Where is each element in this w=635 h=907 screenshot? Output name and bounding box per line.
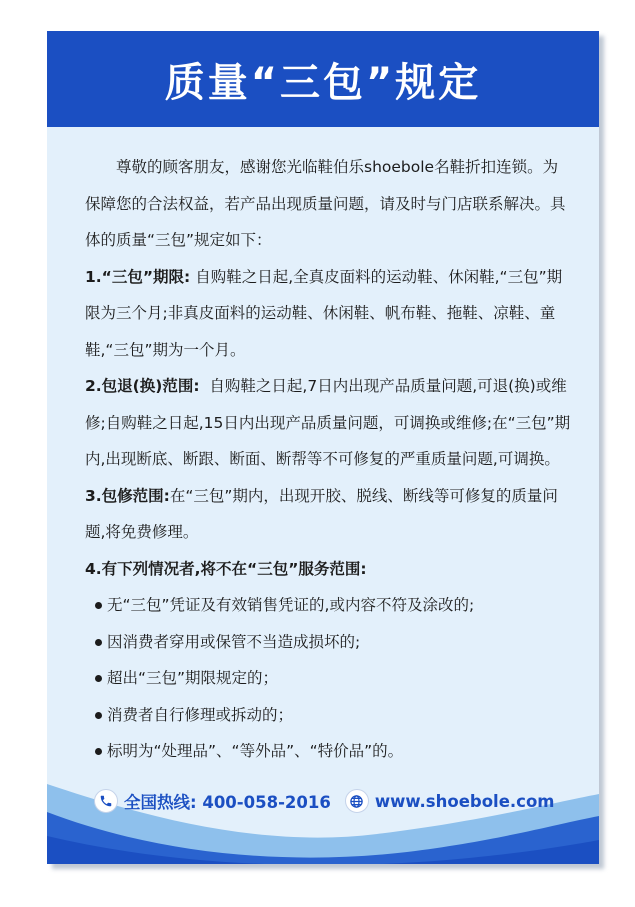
hotline-text: 全国热线: 400-058-2016 (124, 793, 331, 812)
header-bar (47, 31, 599, 127)
intro-paragraph: 尊敬的顾客朋友，感谢您光临鞋伯乐shoebole名鞋折扣连锁。为保障您的合法权益，若产品出现质量问题，请及时与门店联系解决。具体的质量“三包”规定如下： (85, 158, 566, 249)
bullet-icon (95, 639, 102, 646)
section-label: 4.有下列情况者,将不在“三包”服务范围: (85, 559, 367, 578)
section-exclusions (85, 551, 571, 588)
bullet-icon (95, 602, 102, 609)
list-item: 无“三包”凭证及有效销售凭证的,或内容不符及涂改的; (85, 587, 571, 624)
section-return-scope (85, 368, 571, 478)
section-text: 在“三包”期内，出现开胶、脱线、断线等可修复的质量问题,将免费修理。 (85, 486, 558, 541)
notice-body (85, 149, 571, 770)
exclusion-list (85, 587, 571, 770)
bullet-icon (95, 748, 102, 755)
section-text: 自购鞋之日起,全真皮面料的运动鞋、休闲鞋,“三包”期限为三个月;非真皮面料的运动鞋、休闲鞋、帆布鞋、拖鞋、凉鞋、童鞋,“三包”期为一个月。 (85, 267, 563, 359)
globe-icon (345, 789, 369, 813)
section-label: 2.包退(换)范围: (85, 377, 200, 395)
bullet-icon (95, 712, 102, 719)
notice-poster (47, 31, 599, 864)
section-text: 自购鞋之日起,7日内出现产品质量问题,可退(换)或维修;自购鞋之日起,15日内出现产品质量问题，可调换或维修;在“三包”期内,出现断底、断跟、断面、断帮等不可修复的严重质量问题,可调换。 (85, 377, 571, 468)
list-item: 消费者自行修理或拆动的； (85, 697, 571, 734)
bullet-icon (95, 675, 102, 682)
section-repair-scope (85, 478, 571, 551)
section-label: 3.包修范围: (85, 486, 170, 505)
phone-icon (94, 789, 118, 813)
list-item: 因消费者穿用或保管不当造成损坏的; (85, 624, 571, 661)
contact-footer (94, 787, 570, 815)
section-warranty-period (85, 259, 571, 369)
page-title: 质量“三包”规定 (164, 59, 482, 106)
list-item: 标明为“处理品”、“等外品”、“特价品”的。 (85, 733, 571, 770)
section-label: 1.“三包”期限: (85, 267, 191, 286)
list-item: 超出“三包”期限规定的； (85, 660, 571, 697)
website-link[interactable]: www.shoebole.com (374, 791, 555, 811)
